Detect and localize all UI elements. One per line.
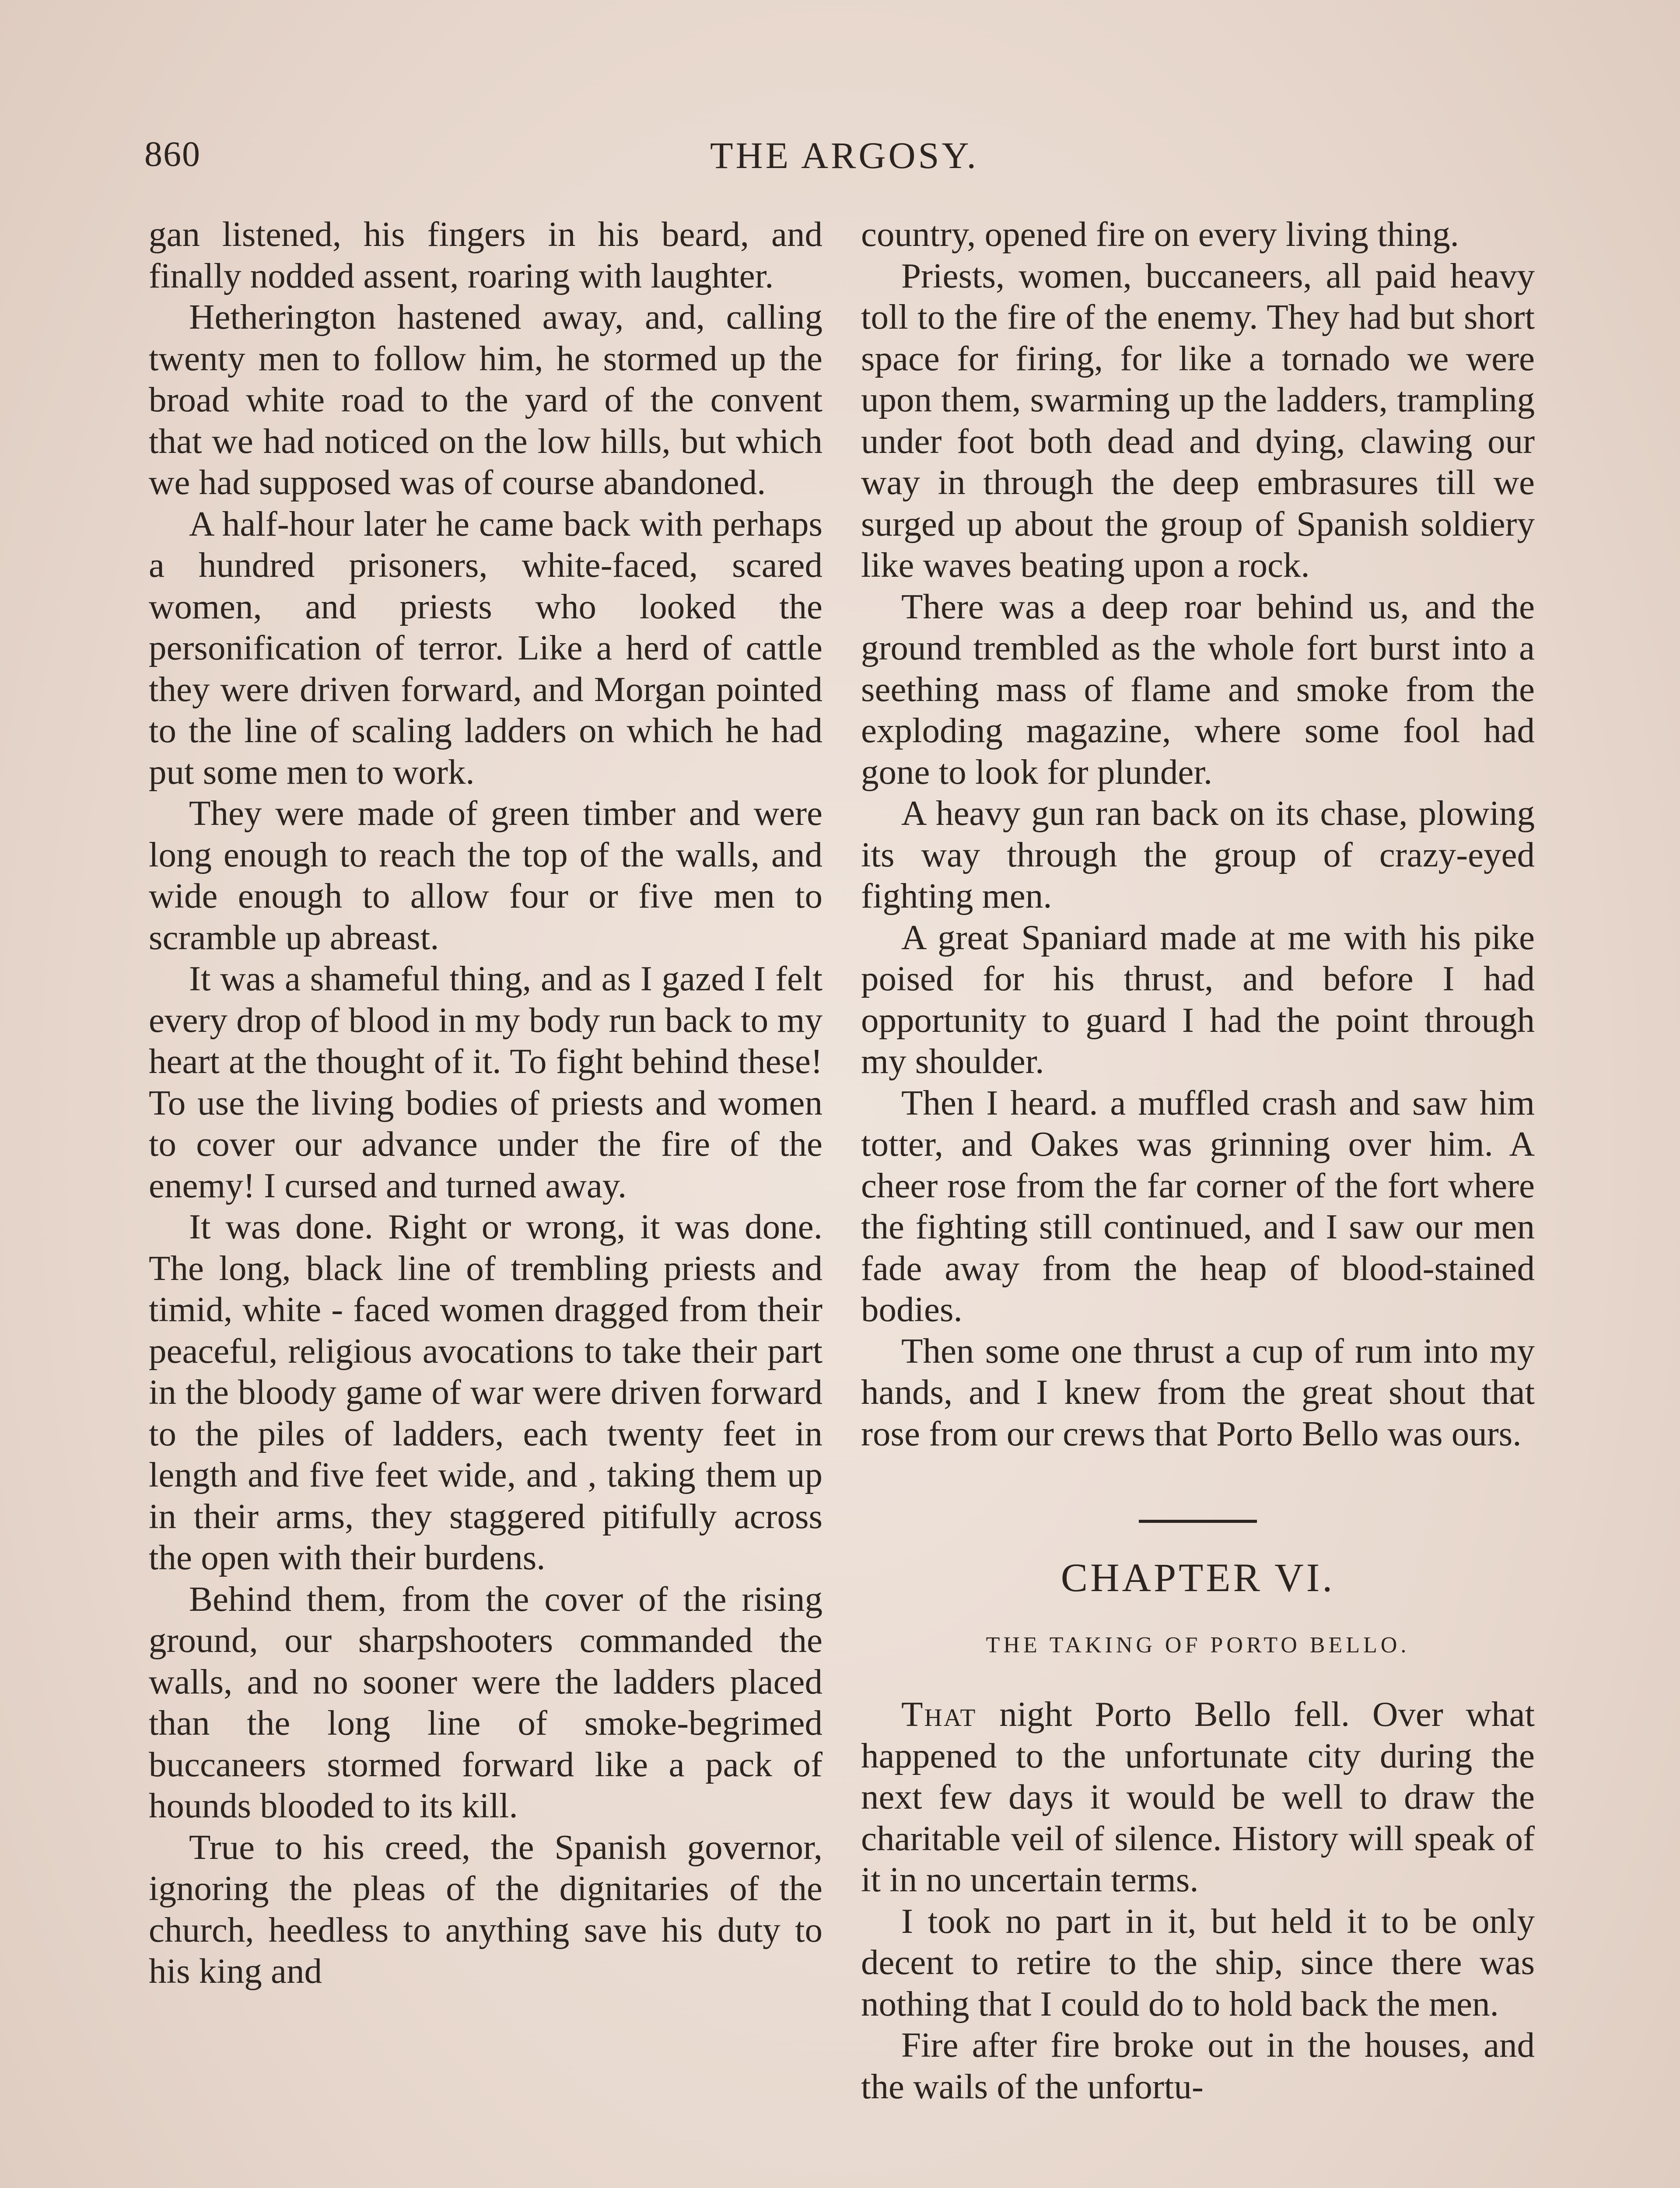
paragraph: A great Spaniard made at me with his pike poised for his thrust, and before I had opportunity to guard I had the point through my shoulder.: [861, 917, 1535, 1081]
paragraph-text: night Porto Bello fell. Over what happened to the unfortunate city during the next few days it would be well to draw the charitable veil of silence. History will speak of it in no uncertain terms.: [861, 1694, 1535, 1899]
paragraph: Then some one thrust a cup of rum into my hands, and I knew from the great shout that rose from our crews that Porto Bello was ours.: [861, 1331, 1535, 1453]
page-number: 860: [144, 134, 201, 174]
paragraph: True to his creed, the Spanish governor, ignoring the pleas of the dignitaries of the church, heedless to anything save his duty to his king and: [149, 1827, 822, 1991]
paragraph: Fire after fire broke out in the houses, and the wails of the unfortu-: [861, 2025, 1535, 2106]
paragraph: They were made of green timber and were long enough to reach the top of the walls, and wide enough to allow four or five men to scramble up abreast.: [149, 793, 822, 957]
chapter-divider-rule: [1139, 1520, 1257, 1523]
paragraph: country, opened fire on every living thing.: [861, 214, 1459, 254]
paragraph: Behind them, from the cover of the rising ground, our sharpshooters commanded the walls, and no sooner were the ladders placed than the long line of smoke-begrimed buccaneers stormed forward like a pack of hounds blooded to its kill.: [149, 1579, 822, 1825]
left-column: [149, 214, 822, 1992]
paragraph: Hetherington hastened away, and, calling twenty men to follow him, he stormed up the broad white road to the yard of the convent that we had noticed on the low hills, but which we had supposed was of course abandoned.: [149, 297, 822, 502]
paragraph: It was done. Right or wrong, it was done. The long, black line of trembling priests and timid, white - faced women dragged from their peaceful, religious avocations to take their part in the bloody game of war were driven forward to the piles of ladders, each twenty feet in length and five feet wide, and , taking them up in their arms, they staggered pitifully across the open with their burdens.: [149, 1207, 822, 1577]
paragraph: A heavy gun ran back on its chase, plowing its way through the group of crazy-eyed fighting men.: [861, 793, 1535, 915]
paragraph: There was a deep roar behind us, and the ground trembled as the whole fort burst into a seething mass of flame and smoke from the exploding magazine, where some fool had gone to look for plunder.: [861, 586, 1535, 792]
running-head: THE ARGOSY.: [710, 134, 979, 176]
paragraph: [861, 1694, 1535, 1900]
paragraph: A half-hour later he came back with perhaps a hundred prisoners, white-faced, scared women, and priests who looked the personification of terror. Like a herd of cattle they were driven forward, and Morgan pointed to the line of scaling ladders on which he had put some men to work.: [149, 504, 822, 792]
paragraph: It was a shameful thing, and as I gazed I felt every drop of blood in my body run back to my heart at the thought of it. To fight behind these! To use the living bodies of priests and women to cover our advance under the fire of the enemy! I cursed and turned away.: [149, 959, 822, 1205]
chapter-title: CHAPTER VI.: [1060, 1555, 1335, 1600]
page-header: [144, 133, 1544, 182]
paragraph: Priests, women, buccaneers, all paid heavy toll to the fire of the enemy. They had but short space for firing, for like a tornado we were upon them, swarming up the ladders, trampling under foot both dead and dying, clawing our way in through the deep embrasures till we surged up about the group of Spanish soldiery like waves beating upon a rock.: [861, 256, 1535, 585]
paragraph: gan listened, his fingers in his beard, and finally nodded assent, roaring with laughter.: [149, 214, 822, 295]
right-column: [861, 214, 1535, 2107]
chapter-lead-word: That: [901, 1694, 977, 1734]
chapter-subtitle: THE TAKING OF PORTO BELLO.: [986, 1633, 1410, 1658]
paragraph: Then I heard. a muffled crash and saw him totter, and Oakes was grinning over him. A cheer rose from the far corner of the fort where the fighting still continued, and I saw our men fade away from the heap of blood-stained bodies.: [861, 1083, 1535, 1329]
paragraph: I took no part in it, but held it to be only decent to retire to the ship, since there was nothing that I could do to hold back the men.: [861, 1901, 1535, 2023]
